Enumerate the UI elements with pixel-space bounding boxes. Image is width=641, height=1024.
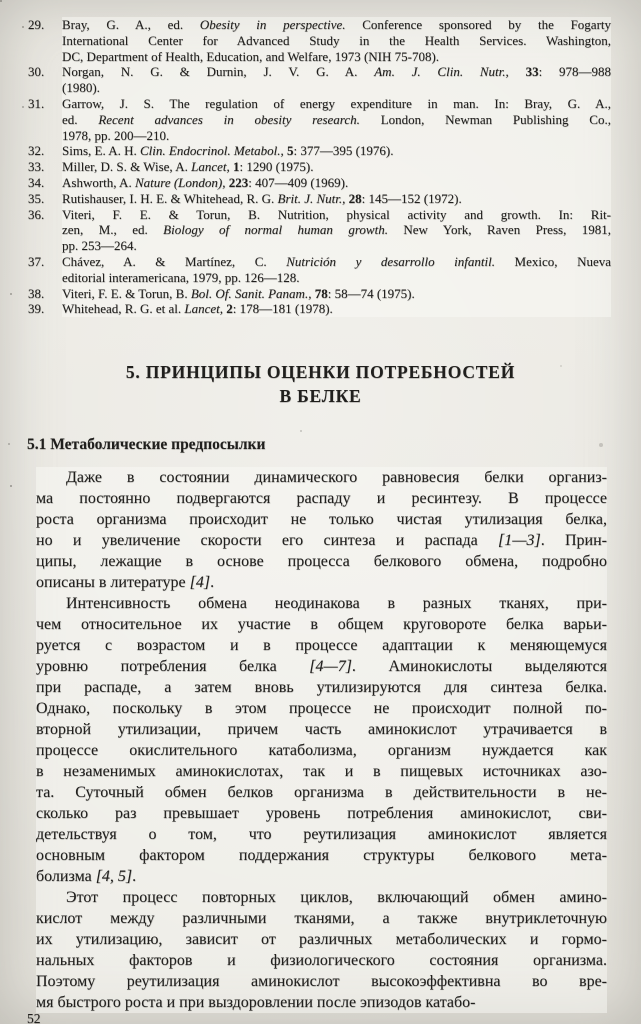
text-run: Conference sponsored by the Fogarty (345, 17, 612, 32)
paragraph-line (36, 677, 607, 698)
text-run: Sims, E. A. H. (62, 143, 141, 159)
reference-item (28, 143, 611, 159)
text-run: Biology of normal human growth. (163, 222, 388, 238)
page-number: 52 (27, 1011, 41, 1024)
text-run: Viteri, F. E. & Torun, B. Nutrition, physical activity and growth. In: Rit- (62, 206, 611, 222)
paragraph-line (36, 824, 607, 845)
text-run: editorial interamericana, 1979, pp. 126—128. (62, 269, 300, 285)
chapter-title-line1: 5. ПРИНЦИПЫ ОЦЕНКИ ПОТРЕБНОСТЕЙ (125, 362, 516, 382)
paragraph-line (36, 593, 607, 614)
reference-number: 39. (28, 301, 45, 317)
text-run: их утилизацию, зависит от различных метаболических и гормо- (36, 931, 607, 948)
reference-line (62, 207, 611, 223)
text-run: мя быстрого роста и при выздоровлении после эпизодов катабо- (36, 994, 476, 1011)
reference-item (28, 301, 611, 317)
text-run: Mexico, Nueva (494, 253, 612, 269)
reference-text (62, 191, 611, 207)
text-run: [4, 5] (95, 868, 133, 885)
text-run: Brit. J. Nutr., (277, 190, 346, 206)
paragraph-line (36, 908, 607, 929)
paragraph-line (36, 803, 607, 824)
text-run: Lancet, (184, 301, 224, 317)
reference-item (28, 175, 611, 191)
text-run: 1 (232, 159, 240, 175)
paragraph-line (36, 509, 607, 530)
text-run: International Center for Advanced Study in the Health Services. Washington, (62, 32, 611, 48)
text-run: Am. J. Clin. Nutr., (374, 64, 509, 80)
paragraph-line (36, 761, 607, 782)
text-run: ма постоянно подвергаются распаду и ресинтезу. В процессе (36, 490, 607, 507)
text-run: pp. 253—264. (62, 238, 137, 254)
reference-number: 37. (28, 253, 45, 269)
text-run: кислот между различными тканями, а также внутриклеточную (36, 910, 607, 927)
chapter-title-line2: В БЕЛКЕ (279, 386, 362, 406)
text-run: руется с возрастом и в процессе адаптации к меняющемуся (36, 637, 607, 654)
reference-text (62, 143, 611, 159)
text-run: Rutishauser, I. H. E. & Whitehead, R. G. (62, 190, 278, 206)
reference-line (62, 96, 611, 112)
paragraph (36, 467, 607, 593)
text-run: : 58—74 (1975). (327, 285, 415, 301)
text-run: 1978, pp. 200—210. (62, 127, 170, 143)
text-run: 5 (286, 143, 294, 159)
reference-item (28, 96, 611, 143)
paragraph-line (36, 740, 607, 761)
text-run: основным фактором поддержания структуры белкового мета- (36, 847, 607, 864)
reference-item (28, 286, 611, 302)
section-heading: 5.1 Метаболические предпосылки (27, 436, 266, 453)
text-run: zen, M., ed. (62, 222, 164, 238)
paragraph (36, 887, 607, 1013)
reference-line (62, 301, 611, 317)
paragraph-line (36, 887, 607, 908)
reference-line (62, 191, 611, 207)
paragraph-line (36, 845, 607, 866)
text-run: [4] (189, 574, 211, 591)
reference-number: 30. (28, 64, 45, 80)
text-run: в незаменимых аминокислотах, так и в пищевых источниках азо- (36, 763, 607, 780)
text-run (509, 64, 526, 79)
text-run: [1—3] (498, 532, 541, 549)
reference-item (28, 207, 611, 254)
reference-item (28, 159, 611, 175)
paragraph-line (36, 971, 607, 992)
text-run: 28 (348, 190, 362, 206)
paragraph-line (36, 530, 607, 551)
reference-number: 32. (28, 143, 45, 159)
reference-line (62, 238, 611, 254)
reference-item (28, 254, 611, 286)
text-run: но и увеличение скорости его синтеза и распада (36, 532, 498, 549)
text-run: ципы, лежащие в основе процесса белкового обмена, подробно (36, 553, 607, 570)
text-run: Этот процесс повторных циклов, включающий обмен амино- (66, 889, 607, 906)
text-run: Nature (London), (134, 174, 226, 190)
reference-line (62, 80, 611, 96)
paragraph-line (36, 782, 607, 803)
reference-text (62, 254, 611, 286)
reference-item (28, 64, 611, 96)
text-run: Однако, поскольку в этом процессе не происходит полной по- (36, 700, 607, 717)
paragraph-line (36, 551, 607, 572)
paragraph-line (36, 488, 607, 509)
reference-item (28, 17, 611, 64)
text-run: 33 (525, 64, 539, 80)
text-run: описаны в литературе (36, 574, 190, 591)
paragraph-line (36, 992, 607, 1013)
paragraph-line (36, 467, 607, 488)
reference-line (62, 33, 611, 49)
text-run: ed. (62, 111, 99, 127)
text-run: (1980). (62, 80, 100, 96)
text-run: сколько раз превышает уровень потребления аминокислот, сви- (36, 805, 607, 822)
reference-text (62, 17, 611, 64)
reference-number: 34. (28, 174, 45, 190)
text-run: : 377—395 (1976). (293, 143, 394, 159)
text-run: 78 (314, 285, 328, 301)
text-run: Garrow, J. S. The regulation of energy expenditure in man. In: Bray, G. A., (62, 95, 611, 111)
body-text (36, 467, 607, 1013)
text-run: London, Newman Publishing Co., (359, 111, 611, 127)
text-run: DC, Department of Health, Education, and Welfare, 1973 (NIH 75-708). (62, 48, 440, 64)
text-run: . Прин- (540, 532, 607, 549)
text-run: Norgan, N. G. & Durnin, J. V. G. A. (62, 64, 375, 80)
text-run: Bray, G. A., ed. (62, 17, 200, 32)
paragraph-line (36, 572, 607, 593)
text-run: Lancet, (191, 159, 230, 175)
text-run: детельствуя о том, что реутилизация аминокислот является (36, 826, 607, 843)
text-run: Даже в состоянии динамического равновесия белки организ- (66, 469, 607, 486)
paragraph-line (36, 635, 607, 656)
reference-text (62, 159, 611, 175)
text-run: Интенсивность обмена неодинакова в разных тканях, при- (66, 595, 607, 612)
reference-number: 38. (28, 285, 45, 301)
reference-line (62, 128, 611, 144)
text-run: чем относительное их участие в общем круговороте белка варьи- (36, 616, 607, 633)
reference-line (62, 17, 611, 33)
reference-number: 36. (28, 206, 45, 222)
reference-number: 33. (28, 159, 45, 175)
text-run: New York, Raven Press, 1981, (387, 222, 611, 238)
text-run: Recent advances in obesity research. (98, 111, 360, 127)
text-run: 223 (228, 174, 249, 190)
paragraph-line (36, 719, 607, 740)
text-run: : 978—988 (538, 64, 611, 80)
text-run: та. Суточный обмен белков организма в действительности в не- (36, 784, 607, 801)
text-run: Whitehead, R. G. et al. (62, 301, 185, 317)
text-run: . (132, 868, 137, 885)
text-run: Chávez, A. & Martínez, C. (62, 253, 287, 269)
text-run: [4—7] (309, 658, 352, 675)
text-run: Bol. Of. Sanit. Panam., (190, 285, 312, 301)
reference-text (62, 64, 611, 96)
text-run: . Аминокислоты выделяются (351, 658, 607, 675)
text-run: Поэтому реутилизация аминокислот высокоэффективна во вре- (36, 973, 607, 990)
reference-item (28, 191, 611, 207)
text-run: процессе окислительного катаболизма, организм нуждается как (36, 742, 607, 759)
reference-line (62, 286, 611, 302)
reference-text (62, 96, 611, 143)
reference-number: 29. (28, 17, 45, 32)
chapter-title (0, 360, 641, 408)
reference-line (62, 270, 611, 286)
text-run: Clin. Endocrinol. Metabol., (140, 143, 284, 159)
paragraph-line (36, 698, 607, 719)
text-run: Nutrición y desarrollo infantil. (286, 253, 495, 269)
reference-line (62, 143, 611, 159)
text-run: Viteri, F. E. & Torun, B. (62, 285, 191, 301)
reference-line (62, 175, 611, 191)
text-run: : 145—152 (1972). (361, 190, 462, 206)
text-run: уровню потребления белка (36, 658, 310, 675)
paragraph-line (36, 656, 607, 677)
reference-text (62, 207, 611, 254)
text-run: болизма (36, 868, 96, 885)
reference-number: 31. (28, 95, 45, 111)
reference-line (62, 49, 611, 65)
reference-text (62, 175, 611, 191)
paragraph-line (36, 950, 607, 971)
text-run: вторной утилизации, причем часть аминокислот утрачивается в (36, 721, 607, 738)
reference-list (28, 17, 611, 317)
text-run: : 407—409 (1969). (248, 174, 349, 190)
reference-line (62, 112, 611, 128)
text-run: Ashworth, A. (62, 174, 135, 190)
paragraph-line (36, 866, 607, 887)
text-run: : 178—181 (1978). (232, 301, 333, 317)
text-run: : 1290 (1975). (239, 159, 314, 175)
text-run: Miller, D. S. & Wise, A. (62, 159, 192, 175)
text-run: при распаде, а затем вновь утилизируются для синтеза белка. (36, 679, 607, 696)
reference-line (62, 64, 611, 80)
reference-number: 35. (28, 190, 45, 206)
scan-speck-artifacts (0, 0, 2, 2)
text-run: роста организма происходит не только чистая утилизация белка, (36, 511, 607, 528)
reference-text (62, 301, 611, 317)
reference-line (62, 159, 611, 175)
reference-line (62, 222, 611, 238)
reference-text (62, 286, 611, 302)
text-run: 2 (226, 301, 233, 317)
paragraph (36, 593, 607, 887)
paragraph-line (36, 614, 607, 635)
reference-line (62, 254, 611, 270)
text-run: нальных факторов и физиологического состояния организма. (36, 952, 607, 969)
text-run: . (210, 574, 215, 591)
paragraph-line (36, 929, 607, 950)
text-run: Obesity in perspective. (199, 17, 346, 32)
